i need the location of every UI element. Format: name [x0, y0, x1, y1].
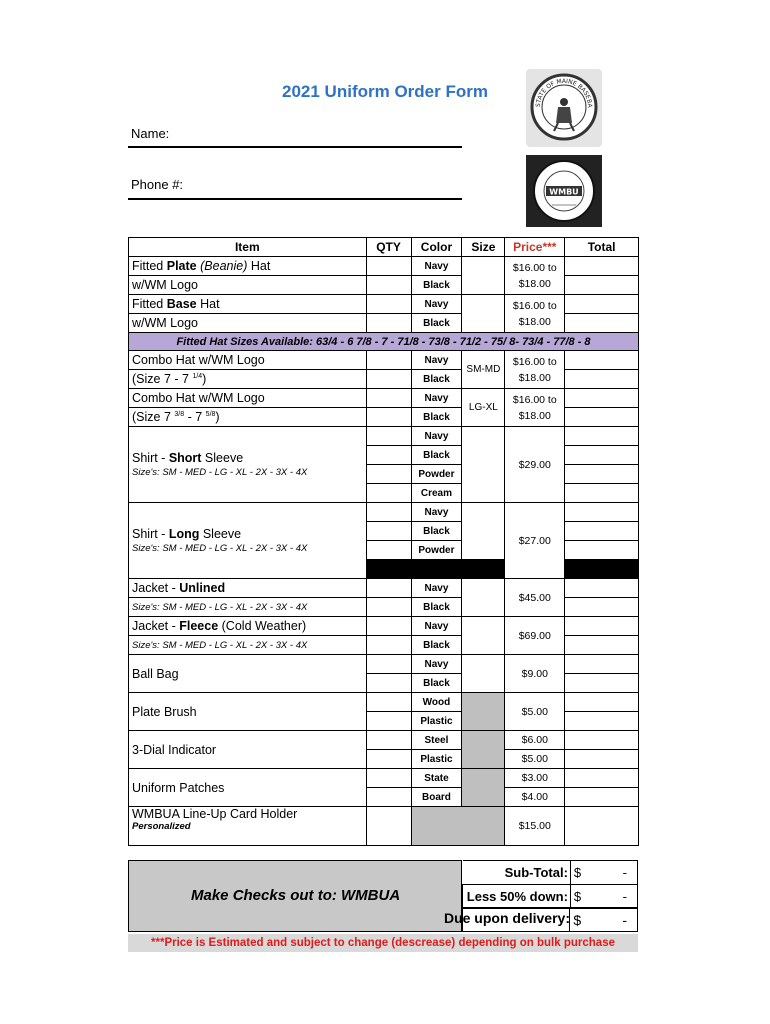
qty-cell[interactable] — [366, 370, 411, 389]
qty-cell[interactable] — [366, 408, 411, 427]
size-cell[interactable] — [462, 257, 505, 295]
total-cell[interactable] — [565, 503, 639, 522]
total-cell[interactable] — [565, 541, 639, 560]
item-shirt-short: Shirt - Short Sleeve Size's: SM - MED - LG - XL - 2X - 3X - 4X — [129, 427, 367, 503]
color-cell: Black — [411, 370, 462, 389]
item-ball-bag: Ball Bag — [129, 655, 367, 693]
price-cell: $9.00 — [505, 655, 565, 693]
total-cell[interactable] — [565, 522, 639, 541]
size-cell[interactable] — [462, 655, 505, 693]
table-row — [129, 617, 639, 636]
qty-cell[interactable] — [366, 541, 411, 560]
qty-cell[interactable] — [366, 579, 411, 598]
name-label: Name: — [131, 126, 170, 141]
wmbu-seal-text: WMBU — [549, 187, 579, 197]
col-price: Price*** — [505, 238, 565, 257]
qty-cell[interactable] — [366, 750, 411, 769]
table-row — [129, 693, 639, 712]
subtotal-label: Sub-Total: — [463, 861, 571, 885]
color-cell: Plastic — [411, 750, 462, 769]
table-row — [129, 655, 639, 674]
qty-cell[interactable] — [366, 446, 411, 465]
price-cell: $3.00 — [505, 769, 565, 788]
col-size: Size — [462, 238, 505, 257]
col-total: Total — [565, 238, 639, 257]
color-cell: Powder — [411, 465, 462, 484]
price-cell: $16.00 to $18.00 — [505, 389, 565, 427]
item-jacket-sizes: Size's: SM - MED - LG - XL - 2X - 3X - 4X — [129, 636, 367, 655]
color-cell: Black — [411, 522, 462, 541]
qty-cell[interactable] — [366, 693, 411, 712]
name-field[interactable] — [128, 146, 462, 148]
price-cell: $16.00 to $18.00 — [505, 351, 565, 389]
total-cell[interactable] — [565, 731, 639, 750]
qty-cell[interactable] — [366, 351, 411, 370]
due-upon-delivery-text: Due upon delivery: — [443, 910, 570, 926]
color-cell: Navy — [411, 655, 462, 674]
color-cell: Navy — [411, 389, 462, 408]
qty-cell[interactable] — [366, 257, 411, 276]
price-cell: $4.00 — [505, 788, 565, 807]
color-cell: Black — [411, 276, 462, 295]
qty-cell[interactable] — [366, 807, 411, 846]
color-cell: Black — [411, 408, 462, 427]
item-card-holder: WMBUA Line-Up Card Holder Personalized — [129, 807, 367, 846]
table-row — [129, 351, 639, 370]
down-payment-value[interactable]: $ - — [570, 885, 637, 909]
qty-cell[interactable] — [366, 276, 411, 295]
total-cell[interactable] — [565, 636, 639, 655]
total-cell[interactable] — [565, 655, 639, 674]
color-cell: Navy — [411, 503, 462, 522]
price-cell: $15.00 — [505, 807, 565, 846]
color-cell: Plastic — [411, 712, 462, 731]
price-cell: $5.00 — [505, 750, 565, 769]
make-checks-box — [128, 860, 462, 932]
col-qty: QTY — [366, 238, 411, 257]
table-header — [129, 238, 639, 257]
price-cell: $29.00 — [505, 427, 565, 503]
qty-cell[interactable] — [366, 465, 411, 484]
color-cell: Black — [411, 598, 462, 617]
size-cell[interactable] — [462, 427, 505, 503]
table-row — [129, 769, 639, 788]
down-payment-label: Less 50% down: — [463, 885, 571, 909]
total-cell[interactable] — [565, 598, 639, 617]
price-cell: $45.00 — [505, 579, 565, 617]
color-cell: Navy — [411, 617, 462, 636]
table-row — [129, 579, 639, 598]
total-cell[interactable] — [565, 712, 639, 731]
size-cell[interactable] — [462, 503, 505, 560]
blacked-out-cell — [462, 560, 505, 579]
qty-cell[interactable] — [366, 769, 411, 788]
total-cell[interactable] — [565, 750, 639, 769]
subtotal-value[interactable]: $ - — [570, 861, 637, 885]
qty-cell[interactable] — [366, 712, 411, 731]
item-shirt-long: Shirt - Long Sleeve Size's: SM - MED - LG - XL - 2X - 3X - 4X — [129, 503, 367, 579]
qty-cell[interactable] — [366, 295, 411, 314]
total-cell[interactable] — [565, 276, 639, 295]
size-cell[interactable] — [462, 295, 505, 333]
color-cell: Black — [411, 674, 462, 693]
total-cell[interactable] — [565, 807, 639, 846]
color-cell: Steel — [411, 731, 462, 750]
phone-field[interactable] — [128, 198, 462, 200]
qty-cell[interactable] — [366, 598, 411, 617]
qty-cell[interactable] — [366, 655, 411, 674]
item-jacket-unlined: Jacket - Unlined — [129, 579, 367, 598]
total-cell[interactable] — [565, 769, 639, 788]
table-row — [129, 427, 639, 446]
total-cell[interactable] — [565, 788, 639, 807]
item-jacket-fleece: Jacket - Fleece (Cold Weather) — [129, 617, 367, 636]
col-item: Item — [129, 238, 367, 257]
color-cell: Cream — [411, 484, 462, 503]
qty-cell[interactable] — [366, 389, 411, 408]
total-cell[interactable] — [565, 617, 639, 636]
page-title: 2021 Uniform Order Form — [282, 82, 488, 101]
item-fitted-plate-logo: w/WM Logo — [129, 276, 367, 295]
price-cell: $69.00 — [505, 617, 565, 655]
qty-cell[interactable] — [366, 788, 411, 807]
size-cell[interactable] — [462, 579, 505, 617]
total-cell[interactable] — [565, 427, 639, 446]
color-cell: Powder — [411, 541, 462, 560]
item-uniform-patches: Uniform Patches — [129, 769, 367, 807]
qty-cell[interactable] — [366, 617, 411, 636]
blacked-out-cell — [565, 560, 639, 579]
price-cell: $6.00 — [505, 731, 565, 750]
qty-cell[interactable] — [366, 314, 411, 333]
color-cell: Black — [411, 314, 462, 333]
color-cell: Navy — [411, 257, 462, 276]
total-cell[interactable] — [565, 314, 639, 333]
item-fitted-plate: Fitted Plate (Beanie) Hat — [129, 257, 367, 276]
price-cell: $5.00 — [505, 693, 565, 731]
qty-cell[interactable] — [366, 731, 411, 750]
wmbu-seal — [526, 155, 602, 227]
total-cell[interactable] — [565, 579, 639, 598]
size-cell: LG-XL — [462, 389, 505, 427]
color-cell: Navy — [411, 427, 462, 446]
item-fitted-base: Fitted Base Hat — [129, 295, 367, 314]
total-cell[interactable] — [565, 389, 639, 408]
color-cell: Board — [411, 788, 462, 807]
total-cell[interactable] — [565, 351, 639, 370]
color-cell: Black — [411, 636, 462, 655]
phone-label: Phone #: — [131, 177, 184, 192]
price-cell: $16.00 to $18.00 — [505, 295, 565, 333]
table-row — [129, 295, 639, 314]
total-cell[interactable] — [565, 465, 639, 484]
item-combo-hat: Combo Hat w/WM Logo — [129, 389, 367, 408]
fitted-sizes-row — [129, 333, 639, 351]
total-cell[interactable] — [565, 408, 639, 427]
size-cell[interactable] — [462, 617, 505, 655]
fitted-sizes-note: Fitted Hat Sizes Available: 63/4 - 6 7/8 - 7 - 71/8 - 73/8 - 71/2 - 75/ 8- 73/4 - 77/8 - 8 — [129, 333, 639, 351]
qty-cell[interactable] — [366, 427, 411, 446]
size-cell-disabled — [462, 731, 505, 769]
item-dial-indicator: 3-Dial Indicator — [129, 731, 367, 769]
color-size-disabled — [411, 807, 505, 846]
color-cell: Navy — [411, 579, 462, 598]
table-row — [129, 807, 639, 846]
total-cell[interactable] — [565, 693, 639, 712]
total-cell[interactable] — [565, 295, 639, 314]
qty-cell[interactable] — [366, 674, 411, 693]
item-jacket-sizes: Size's: SM - MED - LG - XL - 2X - 3X - 4X — [129, 598, 367, 617]
table-row — [129, 731, 639, 750]
make-checks-text: Make Checks out to: WMBUA — [191, 887, 401, 904]
blacked-out-cell — [366, 560, 411, 579]
size-cell: SM-MD — [462, 351, 505, 389]
color-cell: Wood — [411, 693, 462, 712]
total-cell[interactable] — [565, 370, 639, 389]
qty-cell[interactable] — [366, 636, 411, 655]
qty-cell[interactable] — [366, 484, 411, 503]
item-combo-size: (Size 7 $^{3/8}$ - 7 $^{5/8}$) — [129, 408, 367, 427]
total-cell[interactable] — [565, 257, 639, 276]
total-cell[interactable] — [565, 674, 639, 693]
total-cell[interactable] — [565, 484, 639, 503]
price-footnote: ***Price is Estimated and subject to change (descrease) depending on bulk purchase — [128, 934, 638, 952]
size-cell-disabled — [462, 769, 505, 807]
color-cell: Black — [411, 446, 462, 465]
state-seal-text: STATE OF MAINE BASEBA — [534, 77, 594, 108]
color-cell: Navy — [411, 295, 462, 314]
total-cell[interactable] — [565, 446, 639, 465]
table-row — [129, 257, 639, 276]
table-row — [129, 389, 639, 408]
order-table — [128, 237, 639, 846]
color-cell: Navy — [411, 351, 462, 370]
size-cell-disabled — [462, 693, 505, 731]
item-fitted-base-logo: w/WM Logo — [129, 314, 367, 333]
totals-section — [128, 860, 638, 932]
qty-cell[interactable] — [366, 503, 411, 522]
price-cell: $16.00 to $18.00 — [505, 257, 565, 295]
qty-cell[interactable] — [366, 522, 411, 541]
item-combo-hat: Combo Hat w/WM Logo — [129, 351, 367, 370]
state-umpires-seal — [526, 69, 602, 147]
item-plate-brush: Plate Brush — [129, 693, 367, 731]
due-value[interactable]: $ - — [570, 908, 638, 932]
col-color: Color — [411, 238, 462, 257]
blacked-out-cell — [411, 560, 462, 579]
item-combo-size: (Size 7 - 7 $^{1/4}$) — [129, 370, 367, 389]
table-row — [129, 503, 639, 522]
color-cell: State — [411, 769, 462, 788]
price-cell: $27.00 — [505, 503, 565, 579]
